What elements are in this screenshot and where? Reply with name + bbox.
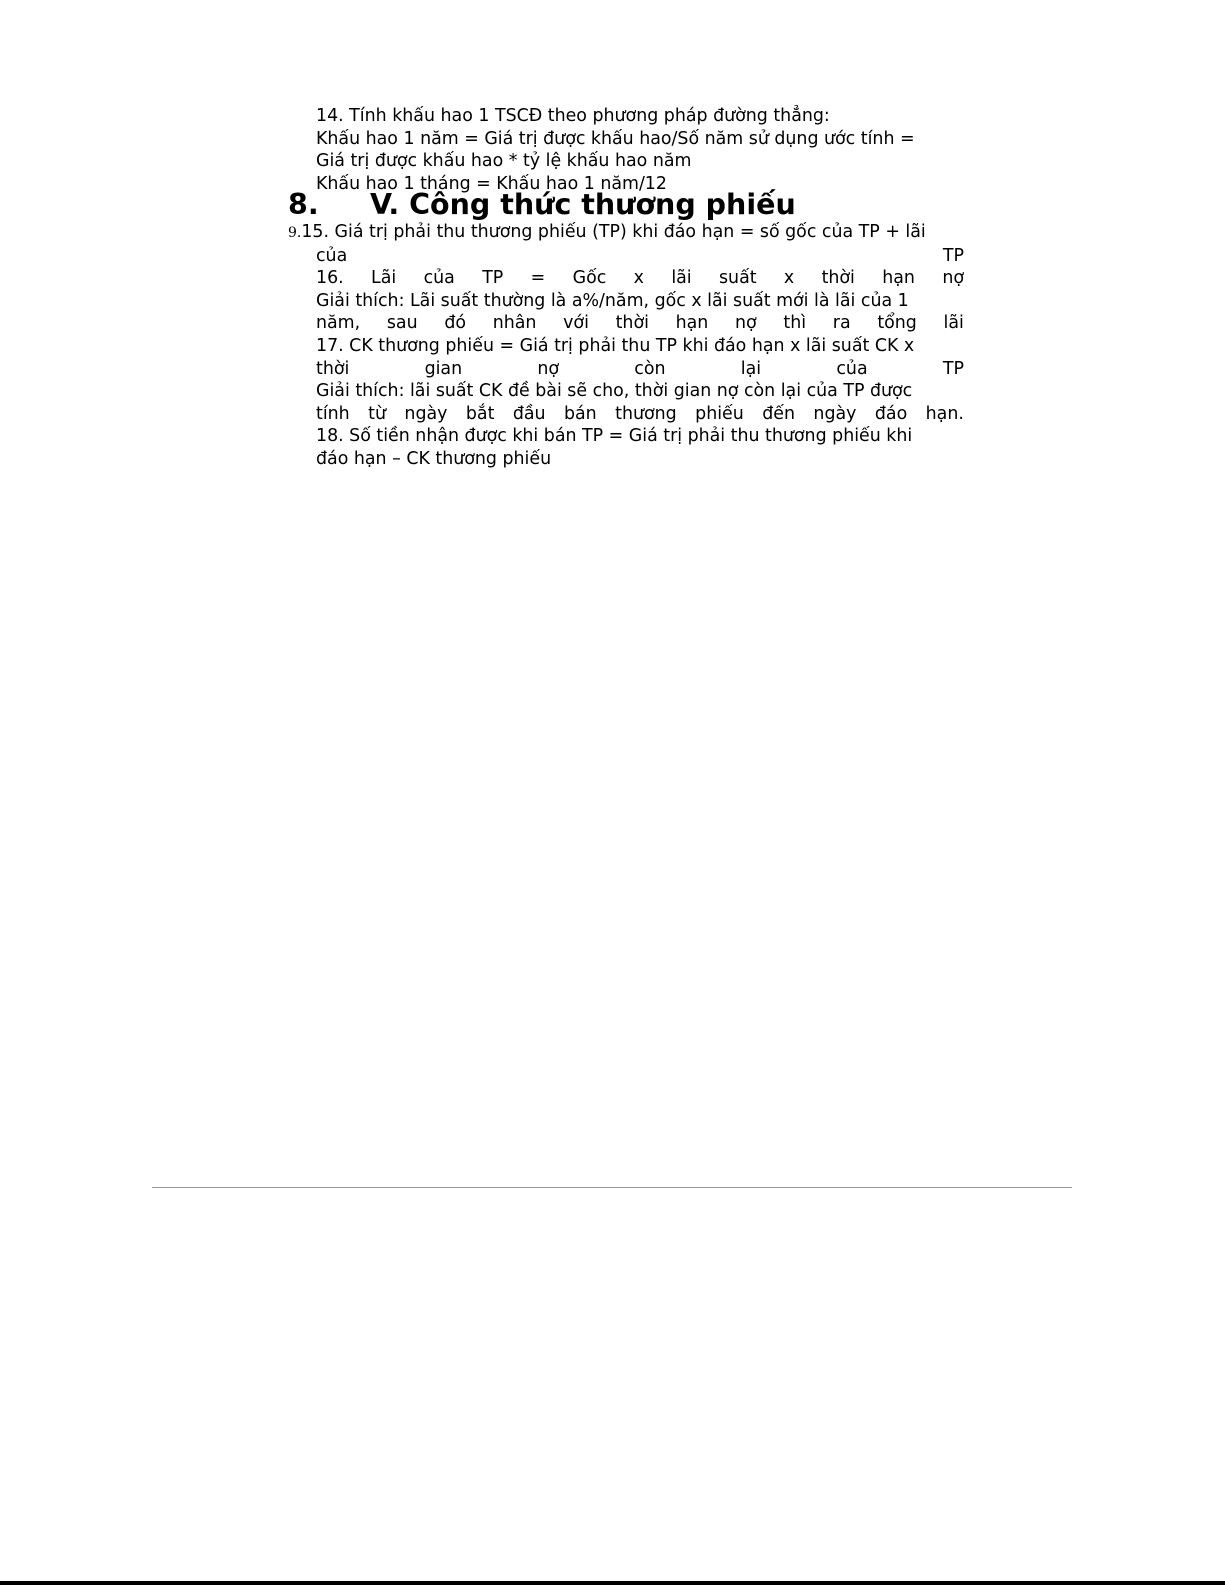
word: đáo bbox=[874, 403, 908, 424]
item-18-line-2: đáo hạn – CK thương phiếu bbox=[316, 448, 552, 469]
formula-annual-depreciation-cont: Giá trị được khấu hao * tỷ lệ khấu hao năm bbox=[316, 151, 692, 172]
word: lãi bbox=[671, 268, 692, 289]
heading-number: 8. bbox=[288, 188, 319, 221]
word: bán bbox=[563, 403, 597, 424]
word: với bbox=[563, 313, 589, 334]
formula-annual-depreciation: Khấu hao 1 năm = Giá trị được khấu hao/Số năm sử dụng ước tính = bbox=[316, 128, 915, 149]
item-17-line-2 bbox=[316, 358, 964, 381]
word: ngày bbox=[404, 403, 448, 424]
page-bottom-edge bbox=[0, 1581, 1225, 1585]
depreciation-section bbox=[316, 105, 964, 195]
word: đó bbox=[444, 313, 466, 334]
word: Lãi bbox=[371, 268, 397, 289]
word: tính bbox=[316, 403, 350, 424]
item-18-line-1: 18. Số tiền nhận được khi bán TP = Giá trị phải thu thương phiếu khi bbox=[316, 426, 913, 447]
word: của bbox=[836, 358, 868, 379]
word: nợ bbox=[735, 313, 757, 334]
word: bắt bbox=[465, 403, 495, 424]
word: x bbox=[783, 268, 795, 289]
word: hạn bbox=[675, 313, 709, 334]
word: thời bbox=[316, 358, 350, 379]
word: Gốc bbox=[572, 268, 607, 289]
formula-monthly-depreciation: Khấu hao 1 tháng = Khấu hao 1 năm/12 bbox=[316, 173, 667, 194]
item-16 bbox=[316, 267, 964, 290]
word: hạn bbox=[882, 268, 915, 289]
word: 16. bbox=[316, 268, 344, 289]
item-17-line-1: 17. CK thương phiếu = Giá trị phải thu TP khi đáo hạn x lãi suất CK x bbox=[316, 335, 915, 356]
word: đầu bbox=[512, 403, 546, 424]
list-marker: 9. bbox=[288, 225, 302, 241]
word: nhân bbox=[492, 313, 537, 334]
word: đến bbox=[762, 403, 795, 424]
word: TP bbox=[942, 245, 964, 266]
page-divider bbox=[152, 1187, 1072, 1188]
commercial-paper-section bbox=[288, 221, 964, 471]
word: ra bbox=[832, 313, 851, 334]
word: hạn. bbox=[925, 403, 964, 424]
word: sau bbox=[386, 313, 418, 334]
word: thời bbox=[821, 268, 855, 289]
explanation-16-line-2 bbox=[316, 312, 964, 335]
word: x bbox=[633, 268, 644, 289]
explanation-17-line-1: Giải thích: lãi suất CK đề bài sẽ cho, thời gian nợ còn lại của TP được bbox=[316, 381, 913, 402]
word: tổng bbox=[877, 313, 917, 334]
word: của bbox=[423, 268, 455, 289]
section-heading bbox=[288, 186, 796, 224]
word: ngày bbox=[813, 403, 857, 424]
word: năm, bbox=[316, 313, 361, 334]
word: nợ bbox=[537, 358, 560, 379]
word: thời bbox=[615, 313, 649, 334]
word: TP bbox=[942, 358, 964, 379]
word: TP bbox=[482, 268, 504, 289]
word: còn bbox=[634, 358, 666, 379]
item-15-text: 15. Giá trị phải thu thương phiếu (TP) khi đáo hạn = số gốc của TP + lãi bbox=[301, 222, 926, 242]
word: từ bbox=[368, 403, 386, 424]
word: = bbox=[530, 268, 546, 289]
word: lãi bbox=[943, 313, 964, 334]
word: của bbox=[316, 245, 348, 266]
explanation-17-line-2 bbox=[316, 403, 964, 426]
word: nợ bbox=[942, 268, 964, 289]
word: thương bbox=[615, 403, 677, 424]
word: gian bbox=[424, 358, 463, 379]
word: suất bbox=[719, 268, 757, 289]
word: lại bbox=[740, 358, 762, 379]
explanation-16-line-1: Giải thích: Lãi suất thường là a%/năm, gốc x lãi suất mới là lãi của 1 bbox=[316, 290, 909, 311]
word: thì bbox=[783, 313, 807, 334]
item-14-title: 14. Tính khấu hao 1 TSCĐ theo phương pháp đường thẳng: bbox=[316, 106, 830, 126]
item-15 bbox=[288, 221, 964, 245]
word: phiếu bbox=[695, 403, 744, 424]
item-15-continuation bbox=[316, 245, 964, 268]
heading-title: V. Công thức thương phiếu bbox=[370, 188, 796, 221]
